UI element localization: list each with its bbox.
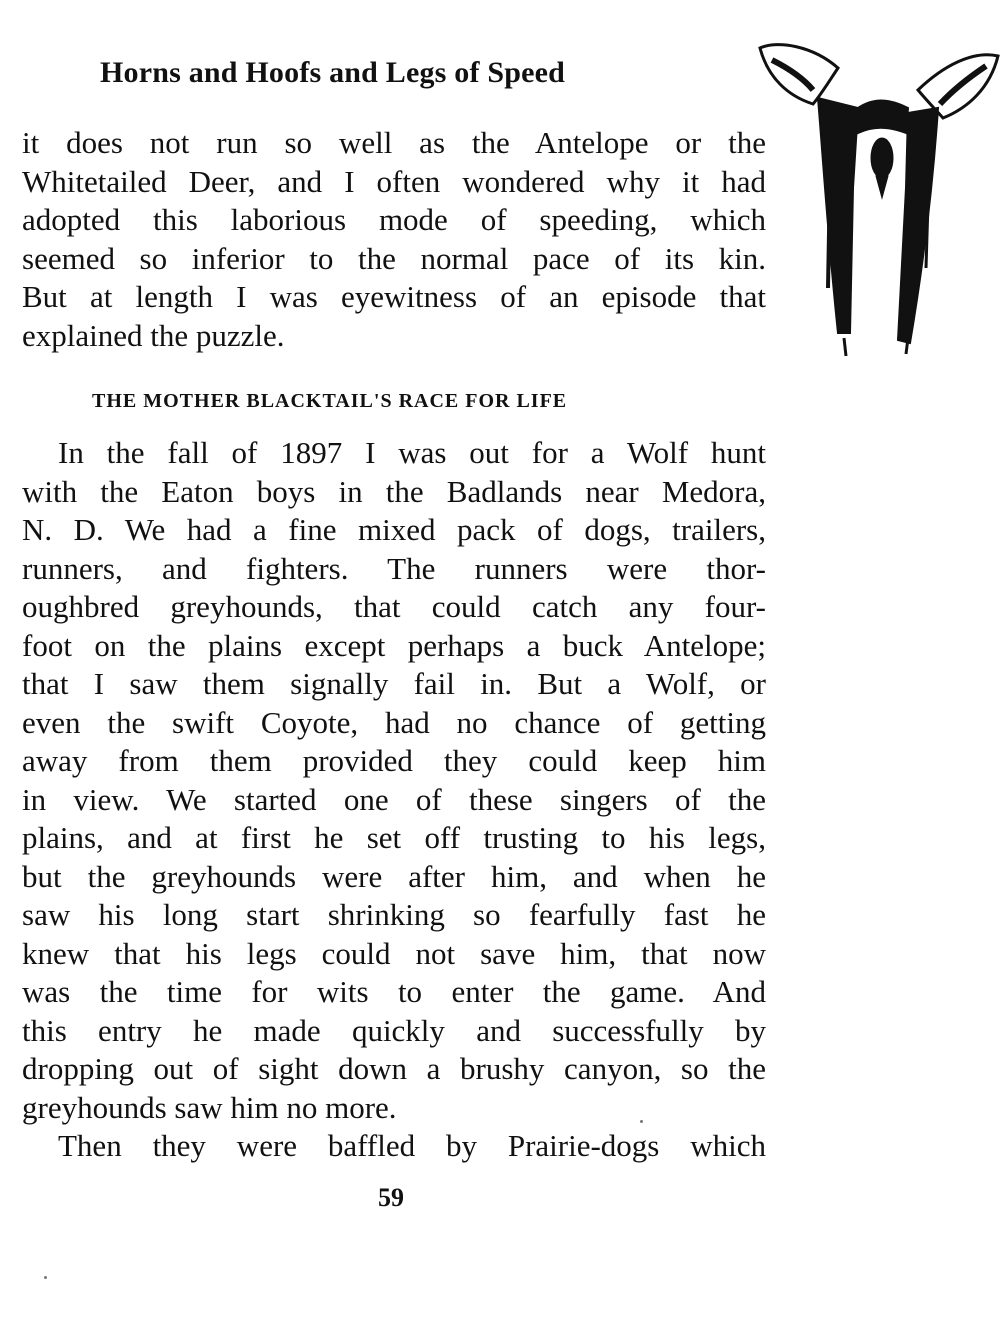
text-line: dropping out of sight down a brushy canyon, so the [22, 1051, 766, 1086]
text-line: Whitetailed Deer, and I often wondered why it had [22, 163, 766, 199]
text-line: saw his long start shrinking so fearfully fast he [22, 897, 766, 932]
text-line: plains, and at first he set off trusting to his legs, [22, 820, 766, 855]
text-line: runners, and fighters. The runners were thor- [22, 550, 766, 586]
text-line: foot on the plains except perhaps a buck Antelope; [22, 627, 766, 663]
text-line: it does not run so well as the Antelope or the [22, 125, 766, 160]
text-line: but the greyhounds were after him, and when he [22, 858, 766, 894]
text-line: in view. We started one of these singers of the [22, 781, 766, 817]
deer-head-icon [758, 38, 1000, 358]
section-heading: THE MOTHER BLACKTAIL'S RACE FOR LIFE [92, 390, 568, 412]
text-line: oughbred greyhounds, that could catch any four- [22, 589, 766, 624]
text-line: N. D. We had a fine mixed pack of dogs, trailers, [22, 512, 766, 547]
scan-speck [44, 1276, 47, 1279]
text-line: seemed so inferior to the normal pace of its kin. [22, 240, 766, 276]
text-line: even the swift Coyote, had no chance of getting [22, 704, 766, 740]
text-line: But at length I was eyewitness of an episode that [22, 279, 766, 314]
text-line: with the Eaton boys in the Badlands near Medora, [22, 473, 766, 509]
scan-speck [640, 1120, 643, 1123]
text-line: greyhounds saw him no more. [22, 1089, 397, 1125]
text-line: knew that his legs could not save him, that now [22, 935, 766, 971]
body-paragraph [22, 434, 766, 1166]
text-line: was the time for wits to enter the game. And [22, 974, 766, 1009]
running-head: Horns and Hoofs and Legs of Speed [100, 56, 566, 89]
text-line: that I saw them signally fail in. But a Wolf, or [22, 666, 766, 701]
text-line: Then they were baffled by Prairie-dogs which [58, 1128, 766, 1163]
text-line: explained the puzzle. [22, 317, 285, 353]
intro-paragraph [22, 124, 766, 355]
text-line: this entry he made quickly and successfully by [22, 1012, 766, 1048]
text-line: away from them provided they could keep him [22, 743, 766, 778]
page-number: 59 [378, 1183, 404, 1212]
text-line: adopted this laborious mode of speeding, which [22, 202, 766, 237]
text-line: In the fall of 1897 I was out for a Wolf hunt [58, 435, 766, 470]
